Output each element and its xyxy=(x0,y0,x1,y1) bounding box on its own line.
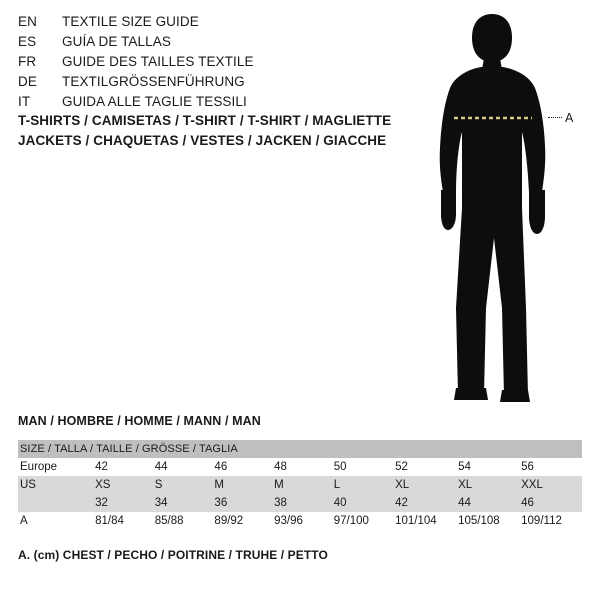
row-label xyxy=(18,494,93,512)
table-cell: 101/104 xyxy=(393,512,456,530)
table-cell: 85/88 xyxy=(153,512,213,530)
category-headings xyxy=(18,111,418,151)
body-figure xyxy=(400,8,600,408)
category-jackets: JACKETS / CHAQUETAS / VESTES / JACKEN / GIACCHE xyxy=(18,133,387,148)
table-cell: XL xyxy=(393,476,456,494)
language-code: IT xyxy=(18,94,31,109)
table-cell: 42 xyxy=(393,494,456,512)
table-cell: 54 xyxy=(456,458,519,476)
table-cell: M xyxy=(272,476,332,494)
table-header-label: SIZE / TALLA / TAILLE / GRÖSSE / TAGLIA xyxy=(18,440,582,458)
language-row xyxy=(18,54,398,74)
language-code: EN xyxy=(18,14,37,29)
language-row xyxy=(18,14,398,34)
table-cell: 105/108 xyxy=(456,512,519,530)
table-header-row xyxy=(18,440,582,458)
table-cell: 44 xyxy=(456,494,519,512)
table-cell: 38 xyxy=(272,494,332,512)
table-row xyxy=(18,476,582,494)
table-cell: 93/96 xyxy=(272,512,332,530)
table-cell: 52 xyxy=(393,458,456,476)
language-code: DE xyxy=(18,74,37,89)
table-cell: 46 xyxy=(212,458,272,476)
table-cell: L xyxy=(332,476,393,494)
row-label: Europe xyxy=(18,458,93,476)
table-cell: 50 xyxy=(332,458,393,476)
table-cell: 56 xyxy=(519,458,582,476)
table-cell: S xyxy=(153,476,213,494)
marker-label-a: A xyxy=(565,111,574,125)
size-table xyxy=(18,440,582,530)
category-tshirts: T-SHIRTS / CAMISETAS / T-SHIRT / T-SHIRT / MAGLIETTE xyxy=(18,113,392,128)
table-cell: 34 xyxy=(153,494,213,512)
table-cell: 44 xyxy=(153,458,213,476)
language-text: GUIDE DES TAILLES TEXTILE xyxy=(62,54,254,69)
language-text: GUIDA ALLE TAGLIE TESSILI xyxy=(62,94,247,109)
table-cell: 81/84 xyxy=(93,512,153,530)
table-cell: M xyxy=(212,476,272,494)
table-cell: 109/112 xyxy=(519,512,582,530)
language-list xyxy=(18,14,398,114)
language-code: ES xyxy=(18,34,37,49)
male-silhouette-icon xyxy=(400,8,600,408)
table-cell: 97/100 xyxy=(332,512,393,530)
table-cell: XL xyxy=(456,476,519,494)
table-cell: 46 xyxy=(519,494,582,512)
table-cell: 32 xyxy=(93,494,153,512)
language-row xyxy=(18,74,398,94)
row-label: US xyxy=(18,476,93,494)
table-cell: XS xyxy=(93,476,153,494)
table-cell: 42 xyxy=(93,458,153,476)
language-row xyxy=(18,34,398,54)
language-text: GUÍA DE TALLAS xyxy=(62,34,171,49)
language-text: TEXTILGRÖSSENFÜHRUNG xyxy=(62,74,245,89)
footer-note: A. (cm) CHEST / PECHO / POITRINE / TRUHE / PETTO xyxy=(18,548,328,562)
table-cell: XXL xyxy=(519,476,582,494)
row-label: A xyxy=(18,512,93,530)
table-cell: 89/92 xyxy=(212,512,272,530)
table-cell: 36 xyxy=(212,494,272,512)
table-row xyxy=(18,458,582,476)
table-section-title: MAN / HOMBRE / HOMME / MANN / MAN xyxy=(18,414,261,428)
language-text: TEXTILE SIZE GUIDE xyxy=(62,14,199,29)
table-cell: 40 xyxy=(332,494,393,512)
table-row xyxy=(18,494,582,512)
table-cell: 48 xyxy=(272,458,332,476)
marker-leader-line xyxy=(548,117,562,118)
table-row xyxy=(18,512,582,530)
language-code: FR xyxy=(18,54,37,69)
